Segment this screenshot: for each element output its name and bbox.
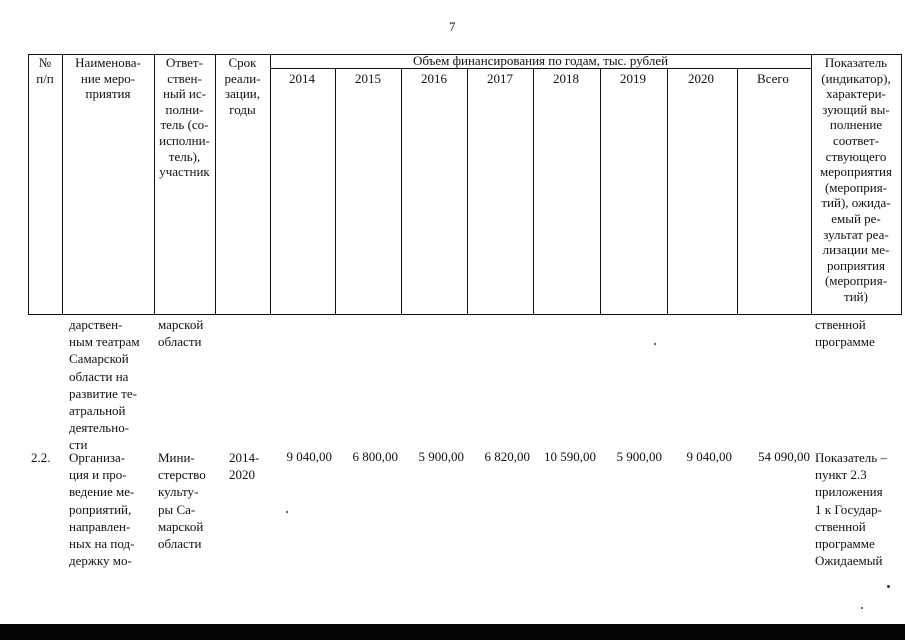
header-year-2015: 2015: [355, 71, 381, 86]
row-2-2-value-2018: 10 590,00: [544, 449, 596, 464]
scan-speck: [654, 343, 656, 345]
header-year-total: Всего: [757, 71, 789, 86]
header-year-2019: 2019: [620, 71, 646, 86]
col-line-10: [667, 68, 668, 315]
continuation-responsible: марской области: [158, 317, 204, 350]
row-2-2-value-2019: 5 900,00: [616, 449, 662, 464]
header-col-funding: Объем финансирования по годам, тыс. рублей: [412, 53, 669, 68]
row-2-2-indicator: Показатель – пункт 2.3 приложения 1 к Государ- ственной программе Ожидаемый: [815, 450, 887, 569]
row-2-2-responsible: Мини- стерство культу- ры Са- марской области: [158, 450, 206, 552]
col-line-left: [28, 54, 29, 315]
header-col-number: № п/п: [36, 55, 54, 86]
row-2-2-value-2014: 9 040,00: [286, 449, 332, 464]
row-2-2-value-2016: 5 900,00: [418, 449, 464, 464]
header-bottom-border: [28, 314, 902, 315]
row-2-2-number: 2.2.: [31, 450, 51, 465]
header-year-2017: 2017: [487, 71, 513, 86]
col-line-6: [401, 68, 402, 315]
header-col-term: Срок реали- зации, годы: [224, 55, 261, 117]
scan-speck: [286, 511, 288, 513]
scan-speck: [861, 607, 863, 609]
row-2-2-value-2020: 9 040,00: [686, 449, 732, 464]
header-year-2016: 2016: [421, 71, 447, 86]
col-line-right: [901, 54, 902, 315]
header-year-2018: 2018: [553, 71, 579, 86]
continuation-name: дарствен- ным театрам Самарской области на развитие те- атральной деятельно- сти: [69, 317, 140, 453]
continuation-indicator: ственной программе: [815, 317, 875, 350]
header-col-indicator: Показатель (индикатор), характери- зующий вы- полнение соответ- ствующего мероприятия (мероприя- тий), ожида- емый ре- зультат реа- лизации ме- роприятия (мероприя- тий): [819, 55, 892, 304]
row-2-2-name: Организа- ция и про- ведение ме- роприятий, направлен- ных на под- держку мо-: [69, 450, 135, 569]
row-2-2-term: 2014- 2020: [229, 450, 260, 483]
scan-speck: [887, 585, 890, 588]
col-line-8: [533, 68, 534, 315]
col-line-5: [335, 68, 336, 315]
header-year-2020: 2020: [688, 71, 714, 86]
row-2-2-value-2015: 6 800,00: [352, 449, 398, 464]
page-number: 7: [449, 19, 456, 34]
header-year-2014: 2014: [289, 71, 315, 86]
col-line-9: [600, 68, 601, 315]
col-line-4: [270, 54, 271, 315]
scan-bottom-edge: [0, 624, 905, 640]
header-col-responsible: Ответ- ствен- ный ис- полни- тель (со- исполни- тель), участник: [159, 55, 210, 180]
col-line-7: [467, 68, 468, 315]
header-col-name: Наименова- ние меро- приятия: [75, 55, 141, 102]
col-line-11: [737, 68, 738, 315]
row-2-2-value-2017: 6 820,00: [484, 449, 530, 464]
row-2-2-value-total: 54 090,00: [758, 449, 810, 464]
